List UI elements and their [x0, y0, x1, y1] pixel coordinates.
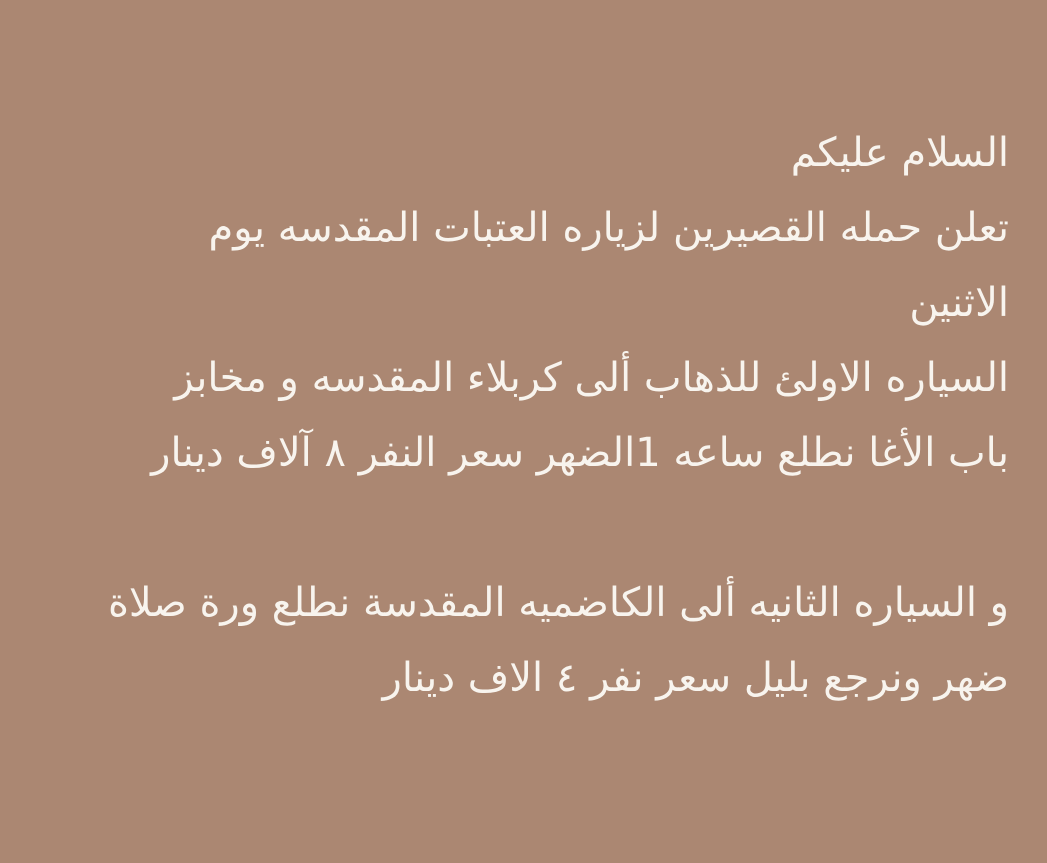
- announcement-line-first-car-price: باب الأغا نطلع ساعه 1الضهر سعر النفر ٨ آلاف دينار: [151, 430, 1009, 476]
- announcement-text: [38, 116, 1009, 716]
- announcement-line-day: الاثنين: [909, 280, 1009, 326]
- announcement-line-first-car-route: السياره الاولئ للذهاب ألى كربلاء المقدسه و مخابز: [174, 355, 1009, 401]
- announcement-line-second-car-route: و السياره الثانيه ألى الكاضميه المقدسة نطلع ورة صلاة: [107, 580, 1009, 626]
- announcement-line-blank: [38, 491, 1009, 566]
- announcement-line-greeting: السلام عليكم: [790, 130, 1009, 176]
- announcement-line-campaign: تعلن حمله القصيرين لزياره العتبات المقدسه يوم: [208, 205, 1009, 251]
- announcement-line-second-car-price: ضهر ونرجع بليل سعر نفر ٤ الاف دينار: [382, 655, 1009, 701]
